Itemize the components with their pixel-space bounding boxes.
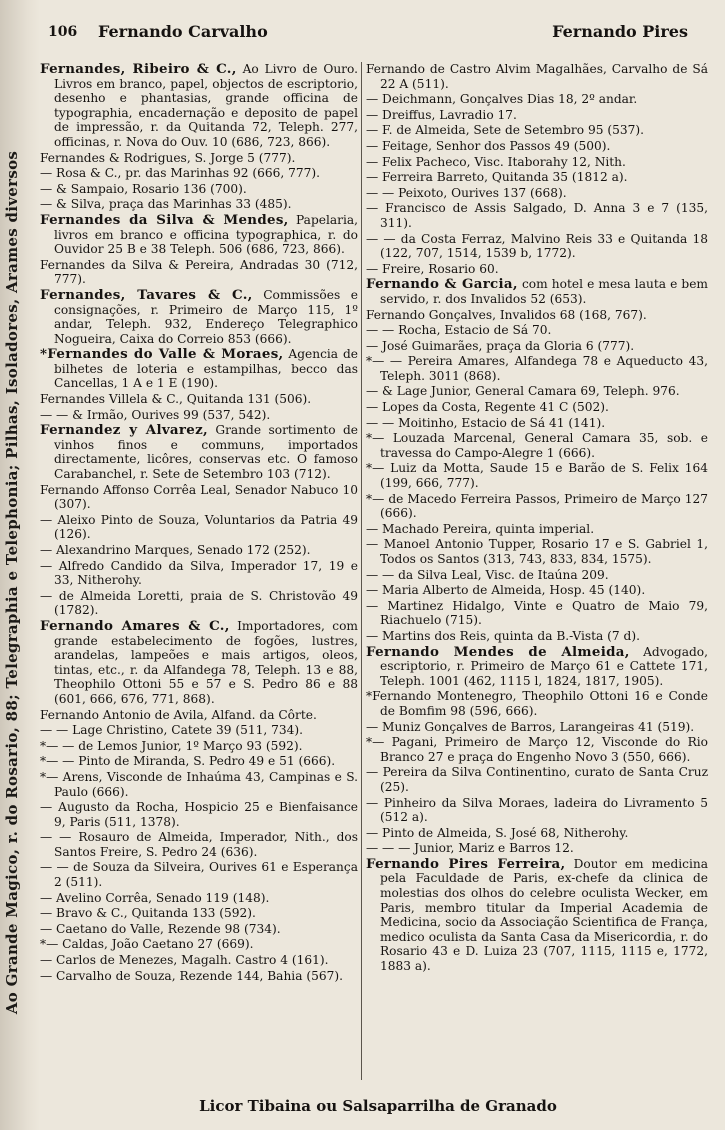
directory-entry	[366, 568, 708, 583]
directory-entry	[366, 416, 708, 431]
directory-entry	[366, 461, 708, 490]
entry-text: Fernando Gonçalves, Invalidos 68 (168, 767).	[366, 307, 647, 322]
directory-entry	[40, 197, 358, 212]
directory-entry	[366, 262, 708, 277]
entry-heading: Fernandes, Tavares & C.,	[40, 286, 253, 303]
entry-text: Doutor em medicina pela Faculdade de Paris, ex-chefe da clinica de molestias dos olhos do celebre oculista Wecker, em Paris, membro titular da Imperial Academia de Medicina, socio da Associação Scientifica de França, medico oculista da Santa Casa da Misericordia, r. do Rosario 43 e D. Luiza 23 (707, 1115, 1115 e, 1772, 1883 a).	[380, 856, 708, 974]
entry-text: — — de Souza da Silveira, Ourives 61 e Esperança 2 (511).	[40, 860, 358, 890]
entry-text: Fernando Affonso Corrêa Leal, Senador Nabuco 10 (307).	[40, 482, 358, 512]
entry-text: — Caetano do Valle, Rezende 98 (734).	[40, 921, 281, 936]
entry-text: — F. de Almeida, Sete de Setembro 95 (537).	[366, 123, 644, 138]
directory-entry	[40, 392, 358, 407]
entry-text: — Feitage, Senhor dos Passos 49 (500).	[366, 138, 611, 153]
directory-entry	[40, 860, 358, 889]
directory-entry	[366, 155, 708, 170]
directory-entry	[40, 800, 358, 829]
directory-entry	[366, 277, 708, 306]
entry-text: — & Lage Junior, General Camara 69, Teleph. 976.	[366, 384, 680, 399]
entry-text: — Pinheiro da Silva Moraes, ladeira do Livramento 5 (512 a).	[366, 795, 708, 825]
entry-text: *— Arens, Visconde de Inhaúma 43, Campinas e S. Paulo (666).	[40, 769, 358, 799]
directory-entry	[366, 323, 708, 338]
entry-text: — — da Silva Leal, Visc. de Itaúna 209.	[366, 567, 609, 582]
directory-entry	[366, 857, 708, 974]
entry-text: — Francisco de Assis Salgado, D. Anna 3 e 7 (135, 311).	[366, 201, 708, 230]
entry-heading: Fernando & Garcia,	[366, 276, 518, 293]
entry-text: — — Rocha, Estacio de Sá 70.	[366, 323, 552, 338]
entry-text: — — Rosauro de Almeida, Imperador, Nith., dos Santos Freire, S. Pedro 24 (636).	[40, 830, 358, 859]
entry-text: — Avelino Corrêa, Senado 119 (148).	[40, 890, 270, 905]
entry-text: *— — Pinto de Miranda, S. Pedro 49 e 51 (666).	[40, 754, 336, 769]
entry-text: — Bravo & C., Quitanda 133 (592).	[40, 906, 256, 921]
directory-entry	[366, 354, 708, 383]
entry-text: — Carvalho de Souza, Rezende 144, Bahia (567).	[40, 968, 343, 983]
directory-entry	[40, 906, 358, 921]
directory-entry	[366, 339, 708, 354]
entry-text: — — & Irmão, Ourives 99 (537, 542).	[40, 407, 271, 422]
page-number: 106	[48, 24, 78, 40]
directory-entry	[40, 723, 358, 738]
directory-entry	[366, 384, 708, 399]
directory-entry	[40, 953, 358, 968]
entry-text: — Ferreira Barreto, Quitanda 35 (1812 a).	[366, 170, 628, 185]
directory-entry	[40, 182, 358, 197]
entry-text: — Machado Pereira, quinta imperial.	[366, 521, 595, 536]
directory-entry	[366, 308, 708, 323]
entry-heading: Fernando Amares & C.,	[40, 617, 230, 634]
right-column	[366, 62, 708, 975]
entry-text: — Augusto da Rocha, Hospicio 25 e Bienfaisance 9, Paris (511, 1378).	[40, 800, 358, 829]
header-right-title: Fernando Pires	[552, 22, 688, 41]
entry-text: — Deichmann, Gonçalves Dias 18, 2º andar.	[366, 92, 638, 107]
entry-text: — Alfredo Candido da Silva, Imperador 17, 19 e 33, Nitherohy.	[40, 558, 358, 588]
directory-entry	[366, 645, 708, 689]
directory-entry	[366, 599, 708, 628]
entry-text: Agencia de bilhetes de loteria e estampilhas, becco das Cancellas, 1 A e 1 E (190).	[54, 347, 358, 391]
entry-text: — & Sampaio, Rosario 136 (700).	[40, 181, 247, 196]
directory-entry	[40, 891, 358, 906]
entry-text: — & Silva, praça das Marinhas 33 (485).	[40, 197, 292, 212]
directory-entry	[366, 123, 708, 138]
directory-entry	[366, 689, 708, 718]
entry-text: — Muniz Gonçalves de Barros, Larangeiras 41 (519).	[366, 719, 695, 734]
directory-entry	[366, 186, 708, 201]
entry-text: Fernando Antonio de Avila, Alfand. da Côrte.	[40, 707, 317, 722]
directory-entry	[40, 151, 358, 166]
entry-text: *— — de Lemos Junior, 1º Março 93 (592).	[40, 738, 303, 753]
entry-text: *— Caldas, João Caetano 27 (669).	[40, 937, 254, 952]
entry-text: — Manoel Antonio Tupper, Rosario 17 e S. Gabriel 1, Todos os Santos (313, 743, 833, 834, 1575).	[366, 537, 708, 566]
entry-text: Commissões e consignações, r. Primeiro de Março 115, 1º andar, Teleph. 932, Endereço Telegraphico Nogueira, Caixa do Correio 853 (666).	[54, 287, 358, 346]
entry-text: — Felix Pacheco, Visc. Itaborahy 12, Nith.	[366, 154, 626, 169]
directory-entry	[366, 720, 708, 735]
directory-entry	[40, 937, 358, 952]
directory-entry	[40, 739, 358, 754]
directory-entry	[40, 708, 358, 723]
entry-text: *— de Macedo Ferreira Passos, Primeiro de Março 127 (666).	[366, 491, 708, 521]
left-column	[40, 62, 358, 984]
directory-entry	[366, 400, 708, 415]
entry-text: — Martinez Hidalgo, Vinte e Quatro de Maio 79, Riachuelo (715).	[366, 598, 708, 628]
directory-entry	[40, 258, 358, 287]
directory-entry	[366, 629, 708, 644]
entry-text: *— Pagani, Primeiro de Março 12, Visconde do Rio Branco 27 e praça do Engenho Novo 3 (550, 666).	[366, 735, 708, 764]
directory-entry	[40, 770, 358, 799]
directory-entry	[40, 166, 358, 181]
header-left-title: Fernando Carvalho	[98, 22, 268, 41]
directory-entry	[366, 170, 708, 185]
entry-text: — — — Junior, Mariz e Barros 12.	[366, 841, 574, 856]
directory-entry	[40, 288, 358, 346]
entry-text: — — Peixoto, Ourives 137 (668).	[366, 185, 567, 200]
entry-heading: *Fernandes do Valle & Moraes,	[40, 346, 284, 363]
entry-heading: Fernandes da Silva & Mendes,	[40, 211, 289, 228]
footer-advertisement: Licor Tibaina ou Salsaparrilha de Granado	[199, 1097, 557, 1115]
directory-entry	[40, 589, 358, 618]
directory-entry	[366, 201, 708, 230]
entry-text: Fernandes da Silva & Pereira, Andradas 30 (712, 777).	[40, 257, 358, 287]
entry-text: — Freire, Rosario 60.	[366, 261, 499, 276]
entry-text: — Aleixo Pinto de Souza, Voluntarios da Patria 49 (126).	[40, 512, 358, 542]
directory-entry	[40, 423, 358, 481]
directory-entry	[366, 62, 708, 91]
directory-entry	[366, 796, 708, 825]
directory-entry	[40, 62, 358, 150]
column-divider	[361, 62, 362, 1080]
entry-text: — — Moitinho, Estacio de Sá 41 (141).	[366, 415, 606, 430]
directory-entry	[40, 483, 358, 512]
directory-entry	[40, 830, 358, 859]
directory-entry	[40, 213, 358, 257]
entry-text: Fernandes Villela & C., Quitanda 131 (506).	[40, 392, 312, 407]
entry-text: — Rosa & C., pr. das Marinhas 92 (666, 777).	[40, 166, 321, 181]
entry-text: *— — Pereira Amares, Alfandega 78 e Aqueducto 43, Teleph. 3011 (868).	[366, 354, 708, 383]
entry-text: — — da Costa Ferraz, Malvino Reis 33 e Quitanda 18 (122, 707, 1514, 1539 b, 1772).	[366, 231, 708, 261]
directory-entry	[40, 754, 358, 769]
entry-text: com hotel e mesa lauta e bem servido, r. dos Invalidos 52 (653).	[380, 277, 708, 306]
entry-text: Advogado, escriptorio, r. Primeiro de Março 61 e Cattete 171, Teleph. 1001 (462, 1115 l, 1824, 1817, 1905).	[380, 644, 708, 688]
entry-text: — Carlos de Menezes, Magalh. Castro 4 (161).	[40, 953, 329, 968]
entry-text: Ao Livro de Ouro. Livros em branco, papel, objectos de escriptorio, desenho e phantasias, grande officina de typographia, encadernação e deposito de papel de impressão, r. da Quitanda 72, Teleph. 277, officinas, r. Nova do Ouv. 10 (686, 723, 866).	[54, 62, 358, 149]
entry-text: — de Almeida Loretti, praia de S. Christovão 49 (1782).	[40, 588, 358, 618]
directory-entry	[366, 232, 708, 261]
directory-entry	[366, 735, 708, 764]
directory-entry	[40, 543, 358, 558]
directory-entry	[366, 826, 708, 841]
entry-text: Fernandes & Rodrigues, S. Jorge 5 (777).	[40, 150, 296, 165]
entry-text: — Lopes da Costa, Regente 41 C (502).	[366, 400, 609, 415]
directory-entry	[366, 139, 708, 154]
entry-text: — Dreiffus, Lavradio 17.	[366, 107, 517, 122]
entry-text: *— Louzada Marcenal, General Camara 35, sob. e travessa do Campo-Alegre 1 (666).	[366, 431, 708, 460]
entry-text: Fernando de Castro Alvim Magalhães, Carvalho de Sá 22 A (511).	[366, 62, 708, 91]
entry-text: — Martins dos Reis, quinta da B.-Vista (7 d).	[366, 628, 640, 643]
side-advertisement: Ao Grande Magico, r. do Rosario, 88; Telegraphia e Telephonia; Pilhas, Isoladores, Arames diversos	[3, 150, 21, 1015]
entry-text: — Maria Alberto de Almeida, Hosp. 45 (140).	[366, 583, 646, 598]
directory-entry	[366, 92, 708, 107]
directory-entry	[366, 492, 708, 521]
directory-entry	[40, 408, 358, 423]
directory-entry	[366, 765, 708, 794]
entry-heading: Fernandes, Ribeiro & C.,	[40, 61, 237, 77]
directory-entry	[366, 583, 708, 598]
directory-entry	[40, 619, 358, 707]
entry-text: *Fernando Montenegro, Theophilo Ottoni 16 e Conde de Bomfim 98 (596, 666).	[366, 689, 708, 718]
entry-text: *— Luiz da Motta, Saude 15 e Barão de S. Felix 164 (199, 666, 777).	[366, 461, 708, 491]
directory-entry	[40, 513, 358, 542]
entry-text: — Alexandrino Marques, Senado 172 (252).	[40, 543, 311, 557]
entry-text: — — Lage Christino, Catete 39 (511, 734).	[40, 723, 303, 738]
directory-entry	[40, 922, 358, 937]
directory-entry	[366, 108, 708, 123]
directory-entry	[366, 537, 708, 566]
entry-text: Importadores, com grande estabelecimento de fogões, lustres, arandelas, lampeões e mais artigos, oleos, tintas, etc., r. da Alfandega 78, Teleph. 13 e 88, Theophilo Ottoni 55 e 57 e S. Pedro 86 e 88 (601, 666, 676, 771, 868).	[54, 618, 358, 706]
entry-text: Grande sortimento de vinhos finos e communs, importados directamente, licôres, conservas etc. O famoso Carabanchel, r. Sete de Setembro 103 (712).	[54, 423, 358, 482]
directory-entry	[40, 559, 358, 588]
entry-text: Papelaria, livros em branco e officina typographica, r. do Ouvidor 25 B e 38 Teleph. 506 (686, 723, 866).	[54, 212, 358, 257]
directory-entry	[40, 347, 358, 391]
entry-heading: Fernando Pires Ferreira,	[366, 855, 566, 872]
entry-text: — Pereira da Silva Continentino, curato de Santa Cruz (25).	[366, 765, 708, 794]
entry-text: — José Guimarães, praça da Gloria 6 (777).	[366, 338, 635, 353]
directory-entry	[40, 969, 358, 984]
entry-heading: Fernandez y Alvarez,	[40, 422, 208, 439]
entry-text: — Pinto de Almeida, S. José 68, Nitherohy.	[366, 825, 629, 840]
entry-heading: Fernando Mendes de Almeida,	[366, 643, 630, 660]
directory-entry	[366, 522, 708, 537]
directory-entry	[366, 841, 708, 856]
page-header	[48, 22, 708, 44]
directory-entry	[366, 431, 708, 460]
